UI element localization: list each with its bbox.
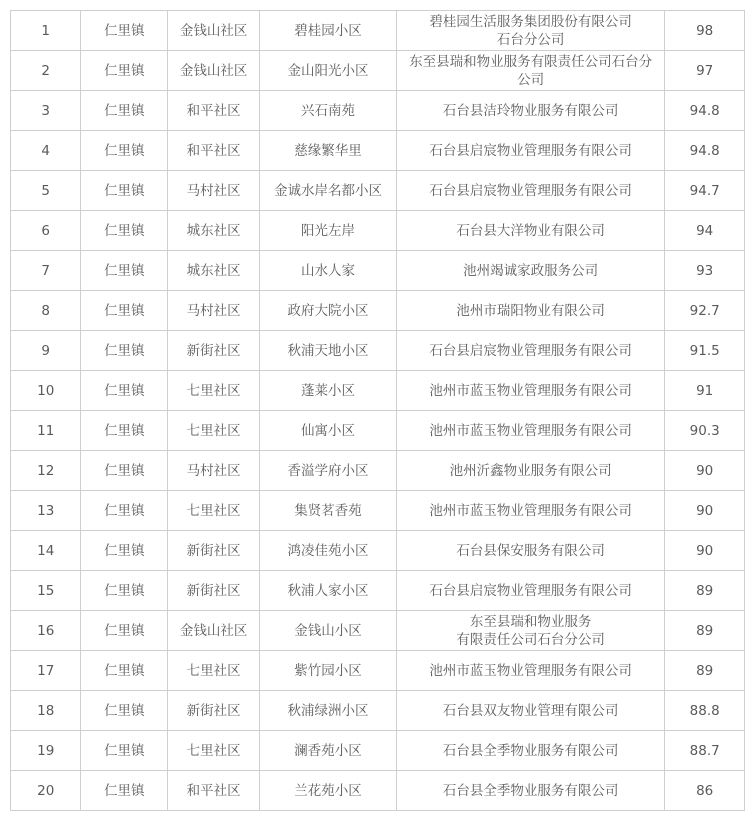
community-cell bbox=[168, 11, 260, 51]
community-cell-text: 马村社区 bbox=[186, 462, 241, 479]
row-number-cell-text: 2 bbox=[41, 62, 51, 79]
estate-cell bbox=[260, 531, 397, 571]
estate-cell bbox=[260, 131, 397, 171]
row-number-cell-text: 5 bbox=[41, 182, 51, 199]
table-row bbox=[11, 291, 745, 331]
community-cell bbox=[168, 51, 260, 91]
row-number-cell-text: 14 bbox=[37, 542, 55, 559]
estate-cell-text: 澜香苑小区 bbox=[294, 742, 362, 759]
table-row bbox=[11, 131, 745, 171]
score-cell-text: 94.8 bbox=[689, 142, 720, 159]
community-cell bbox=[168, 331, 260, 371]
town-cell bbox=[81, 331, 168, 371]
score-cell-text: 97 bbox=[696, 62, 714, 79]
row-number-cell-text: 4 bbox=[41, 142, 51, 159]
row-number-cell-text: 19 bbox=[37, 742, 55, 759]
estate-cell bbox=[260, 731, 397, 771]
row-number-cell-text: 11 bbox=[37, 422, 55, 439]
table-row bbox=[11, 771, 745, 811]
company-cell-text: 池州竭诚家政服务公司 bbox=[463, 262, 599, 279]
table-row bbox=[11, 371, 745, 411]
score-cell-text: 89 bbox=[696, 582, 714, 599]
community-cell bbox=[168, 611, 260, 651]
row-number-cell bbox=[11, 611, 81, 651]
community-cell-text: 和平社区 bbox=[186, 782, 241, 799]
town-cell-text: 仁里镇 bbox=[104, 382, 145, 399]
row-number-cell-text: 3 bbox=[41, 102, 51, 119]
estate-cell bbox=[260, 331, 397, 371]
score-cell-text: 90 bbox=[696, 502, 714, 519]
score-cell bbox=[665, 491, 745, 531]
estate-cell bbox=[260, 11, 397, 51]
estate-cell-text: 政府大院小区 bbox=[287, 302, 369, 319]
community-cell bbox=[168, 691, 260, 731]
company-cell bbox=[396, 131, 664, 171]
company-cell bbox=[396, 531, 664, 571]
row-number-cell bbox=[11, 731, 81, 771]
estate-cell-text: 兴石南苑 bbox=[300, 102, 355, 119]
town-cell bbox=[81, 91, 168, 131]
town-cell bbox=[81, 411, 168, 451]
town-cell bbox=[81, 171, 168, 211]
company-cell bbox=[396, 51, 664, 91]
community-cell bbox=[168, 411, 260, 451]
company-cell-text: 东至县瑞和物业服务 有限责任公司石台分公司 bbox=[456, 613, 605, 648]
estate-cell bbox=[260, 651, 397, 691]
town-cell-text: 仁里镇 bbox=[104, 102, 145, 119]
estate-cell-text: 阳光左岸 bbox=[300, 222, 355, 239]
estate-cell bbox=[260, 251, 397, 291]
table-row bbox=[11, 251, 745, 291]
company-cell-text: 石台县启宸物业管理服务有限公司 bbox=[429, 182, 632, 199]
company-cell bbox=[396, 611, 664, 651]
row-number-cell bbox=[11, 131, 81, 171]
town-cell-text: 仁里镇 bbox=[104, 422, 145, 439]
company-cell bbox=[396, 651, 664, 691]
company-cell-text: 石台县启宸物业管理服务有限公司 bbox=[429, 582, 632, 599]
town-cell bbox=[81, 491, 168, 531]
table-row bbox=[11, 691, 745, 731]
town-cell bbox=[81, 451, 168, 491]
company-cell-text: 东至县瑞和物业服务有限责任公司石台分 公司 bbox=[409, 53, 653, 88]
community-cell-text: 金钱山社区 bbox=[179, 622, 248, 639]
score-cell-text: 91.5 bbox=[689, 342, 720, 359]
row-number-cell bbox=[11, 291, 81, 331]
score-cell bbox=[665, 91, 745, 131]
town-cell-text: 仁里镇 bbox=[104, 62, 145, 79]
row-number-cell bbox=[11, 531, 81, 571]
town-cell-text: 仁里镇 bbox=[104, 702, 145, 719]
community-cell bbox=[168, 131, 260, 171]
town-cell-text: 仁里镇 bbox=[104, 662, 145, 679]
score-cell-text: 94 bbox=[696, 222, 714, 239]
estate-cell bbox=[260, 51, 397, 91]
score-cell-text: 90 bbox=[696, 462, 714, 479]
score-cell-text: 86 bbox=[696, 782, 714, 799]
company-cell-text: 池州市蓝玉物业管理服务有限公司 bbox=[429, 382, 632, 399]
estate-cell bbox=[260, 451, 397, 491]
score-cell-text: 89 bbox=[696, 662, 714, 679]
community-cell bbox=[168, 771, 260, 811]
row-number-cell-text: 15 bbox=[37, 582, 55, 599]
town-cell-text: 仁里镇 bbox=[104, 782, 145, 799]
row-number-cell-text: 8 bbox=[41, 302, 51, 319]
estate-cell bbox=[260, 291, 397, 331]
community-cell-text: 新街社区 bbox=[186, 582, 241, 599]
estate-cell-text: 金钱山小区 bbox=[294, 622, 362, 639]
score-cell bbox=[665, 131, 745, 171]
table-row bbox=[11, 11, 745, 51]
score-cell-text: 88.7 bbox=[689, 742, 720, 759]
estate-cell-text: 碧桂园小区 bbox=[294, 22, 362, 39]
company-cell-text: 池州市蓝玉物业管理服务有限公司 bbox=[429, 502, 632, 519]
community-cell-text: 城东社区 bbox=[186, 222, 241, 239]
company-cell-text: 石台县全季物业服务有限公司 bbox=[442, 782, 619, 799]
company-cell-text: 碧桂园生活服务集团股份有限公司 石台分公司 bbox=[429, 13, 632, 48]
score-cell-text: 90 bbox=[696, 542, 714, 559]
town-cell bbox=[81, 211, 168, 251]
score-cell-text: 88.8 bbox=[689, 702, 720, 719]
estate-cell-text: 香溢学府小区 bbox=[287, 462, 369, 479]
town-cell-text: 仁里镇 bbox=[104, 262, 145, 279]
town-cell-text: 仁里镇 bbox=[104, 542, 145, 559]
company-cell-text: 石台县全季物业服务有限公司 bbox=[442, 742, 619, 759]
community-cell bbox=[168, 211, 260, 251]
company-cell bbox=[396, 171, 664, 211]
estate-cell bbox=[260, 371, 397, 411]
table-row bbox=[11, 171, 745, 211]
row-number-cell bbox=[11, 411, 81, 451]
company-cell bbox=[396, 211, 664, 251]
table-row bbox=[11, 411, 745, 451]
community-cell-text: 七里社区 bbox=[186, 502, 241, 519]
score-cell bbox=[665, 251, 745, 291]
row-number-cell-text: 16 bbox=[37, 622, 55, 639]
company-cell-text: 石台县启宸物业管理服务有限公司 bbox=[429, 342, 632, 359]
table-row bbox=[11, 491, 745, 531]
score-cell bbox=[665, 731, 745, 771]
table-row bbox=[11, 611, 745, 651]
table-row bbox=[11, 331, 745, 371]
community-cell-text: 新街社区 bbox=[186, 542, 241, 559]
score-cell bbox=[665, 571, 745, 611]
company-cell-text: 石台县保安服务有限公司 bbox=[456, 542, 605, 559]
estate-cell bbox=[260, 91, 397, 131]
estate-cell-text: 蓬莱小区 bbox=[300, 382, 355, 399]
table-row bbox=[11, 531, 745, 571]
company-cell bbox=[396, 251, 664, 291]
row-number-cell bbox=[11, 571, 81, 611]
score-cell-text: 93 bbox=[696, 262, 714, 279]
row-number-cell bbox=[11, 91, 81, 131]
company-cell-text: 石台县启宸物业管理服务有限公司 bbox=[429, 142, 632, 159]
town-cell-text: 仁里镇 bbox=[104, 502, 145, 519]
score-cell bbox=[665, 211, 745, 251]
score-cell bbox=[665, 611, 745, 651]
community-cell bbox=[168, 731, 260, 771]
company-cell bbox=[396, 91, 664, 131]
row-number-cell-text: 6 bbox=[41, 222, 51, 239]
table-row bbox=[11, 51, 745, 91]
score-cell bbox=[665, 171, 745, 211]
community-cell-text: 新街社区 bbox=[186, 342, 241, 359]
company-cell bbox=[396, 11, 664, 51]
table-row bbox=[11, 211, 745, 251]
row-number-cell-text: 10 bbox=[37, 382, 55, 399]
score-cell bbox=[665, 651, 745, 691]
row-number-cell bbox=[11, 451, 81, 491]
estate-cell-text: 秋浦天地小区 bbox=[287, 342, 369, 359]
town-cell-text: 仁里镇 bbox=[104, 22, 145, 39]
town-cell bbox=[81, 771, 168, 811]
score-cell-text: 91 bbox=[696, 382, 714, 399]
community-cell bbox=[168, 571, 260, 611]
town-cell-text: 仁里镇 bbox=[104, 582, 145, 599]
table-row bbox=[11, 731, 745, 771]
estate-cell bbox=[260, 571, 397, 611]
estate-cell-text: 仙寓小区 bbox=[300, 422, 355, 439]
table-row bbox=[11, 651, 745, 691]
town-cell bbox=[81, 291, 168, 331]
score-cell-text: 90.3 bbox=[689, 422, 720, 439]
estate-cell-text: 紫竹园小区 bbox=[294, 662, 362, 679]
estate-cell-text: 鸿凌佳苑小区 bbox=[287, 542, 369, 559]
community-cell bbox=[168, 651, 260, 691]
row-number-cell bbox=[11, 171, 81, 211]
row-number-cell-text: 13 bbox=[37, 502, 55, 519]
row-number-cell-text: 17 bbox=[37, 662, 55, 679]
score-cell bbox=[665, 291, 745, 331]
town-cell-text: 仁里镇 bbox=[104, 342, 145, 359]
town-cell-text: 仁里镇 bbox=[104, 622, 145, 639]
estate-cell-text: 慈缘繁华里 bbox=[294, 142, 362, 159]
town-cell bbox=[81, 131, 168, 171]
community-cell bbox=[168, 371, 260, 411]
town-cell bbox=[81, 571, 168, 611]
score-cell-text: 89 bbox=[696, 622, 714, 639]
company-cell bbox=[396, 771, 664, 811]
estate-cell-text: 山水人家 bbox=[300, 262, 355, 279]
town-cell-text: 仁里镇 bbox=[104, 462, 145, 479]
community-cell bbox=[168, 91, 260, 131]
company-cell bbox=[396, 331, 664, 371]
estate-cell-text: 金诚水岸名都小区 bbox=[273, 182, 382, 199]
score-cell-text: 94.8 bbox=[689, 102, 720, 119]
score-cell bbox=[665, 371, 745, 411]
row-number-cell bbox=[11, 211, 81, 251]
community-cell-text: 马村社区 bbox=[186, 302, 241, 319]
community-cell bbox=[168, 451, 260, 491]
company-cell-text: 池州市瑞阳物业有限公司 bbox=[456, 302, 605, 319]
row-number-cell-text: 1 bbox=[41, 22, 51, 39]
town-cell bbox=[81, 651, 168, 691]
community-cell-text: 和平社区 bbox=[186, 102, 241, 119]
community-cell bbox=[168, 531, 260, 571]
estate-cell-text: 金山阳光小区 bbox=[287, 62, 369, 79]
company-cell bbox=[396, 371, 664, 411]
town-cell-text: 仁里镇 bbox=[104, 742, 145, 759]
table-row bbox=[11, 451, 745, 491]
row-number-cell bbox=[11, 251, 81, 291]
score-cell bbox=[665, 331, 745, 371]
community-cell-text: 七里社区 bbox=[186, 382, 241, 399]
row-number-cell bbox=[11, 51, 81, 91]
estate-cell-text: 集贤茗香苑 bbox=[294, 502, 362, 519]
town-cell-text: 仁里镇 bbox=[104, 222, 145, 239]
town-cell bbox=[81, 691, 168, 731]
community-cell-text: 七里社区 bbox=[186, 662, 241, 679]
estate-cell bbox=[260, 771, 397, 811]
estate-cell bbox=[260, 691, 397, 731]
row-number-cell bbox=[11, 331, 81, 371]
community-cell bbox=[168, 291, 260, 331]
score-cell bbox=[665, 51, 745, 91]
score-cell-text: 92.7 bbox=[689, 302, 720, 319]
company-cell-text: 石台县双友物业管理有限公司 bbox=[442, 702, 619, 719]
company-cell bbox=[396, 731, 664, 771]
company-cell bbox=[396, 411, 664, 451]
community-cell-text: 金钱山社区 bbox=[179, 22, 248, 39]
score-cell bbox=[665, 451, 745, 491]
community-cell-text: 七里社区 bbox=[186, 422, 241, 439]
company-cell bbox=[396, 691, 664, 731]
score-cell bbox=[665, 411, 745, 451]
estate-cell-text: 秋浦人家小区 bbox=[287, 582, 369, 599]
row-number-cell bbox=[11, 371, 81, 411]
community-cell-text: 新街社区 bbox=[186, 702, 241, 719]
row-number-cell bbox=[11, 11, 81, 51]
property-score-table bbox=[10, 10, 745, 811]
town-cell bbox=[81, 371, 168, 411]
estate-cell-text: 秋浦绿洲小区 bbox=[287, 702, 369, 719]
community-cell-text: 金钱山社区 bbox=[179, 62, 248, 79]
table-row bbox=[11, 571, 745, 611]
company-cell bbox=[396, 491, 664, 531]
estate-cell bbox=[260, 411, 397, 451]
town-cell bbox=[81, 51, 168, 91]
row-number-cell bbox=[11, 771, 81, 811]
row-number-cell bbox=[11, 691, 81, 731]
row-number-cell-text: 7 bbox=[41, 262, 51, 279]
company-cell-text: 池州市蓝玉物业管理服务有限公司 bbox=[429, 422, 632, 439]
town-cell-text: 仁里镇 bbox=[104, 182, 145, 199]
table-row bbox=[11, 91, 745, 131]
score-cell bbox=[665, 531, 745, 571]
company-cell bbox=[396, 291, 664, 331]
score-cell-text: 98 bbox=[696, 22, 714, 39]
score-cell bbox=[665, 691, 745, 731]
community-cell-text: 马村社区 bbox=[186, 182, 241, 199]
company-cell bbox=[396, 571, 664, 611]
row-number-cell-text: 20 bbox=[37, 782, 55, 799]
estate-cell bbox=[260, 611, 397, 651]
row-number-cell bbox=[11, 651, 81, 691]
community-cell bbox=[168, 251, 260, 291]
score-cell bbox=[665, 11, 745, 51]
row-number-cell bbox=[11, 491, 81, 531]
town-cell-text: 仁里镇 bbox=[104, 142, 145, 159]
company-cell-text: 石台县大洋物业有限公司 bbox=[456, 222, 605, 239]
score-cell bbox=[665, 771, 745, 811]
community-cell-text: 七里社区 bbox=[186, 742, 241, 759]
table-body bbox=[11, 11, 745, 811]
estate-cell bbox=[260, 211, 397, 251]
community-cell bbox=[168, 491, 260, 531]
score-cell-text: 94.7 bbox=[689, 182, 720, 199]
town-cell bbox=[81, 251, 168, 291]
estate-cell-text: 兰花苑小区 bbox=[294, 782, 362, 799]
company-cell-text: 池州沂鑫物业服务有限公司 bbox=[449, 462, 612, 479]
town-cell bbox=[81, 11, 168, 51]
town-cell bbox=[81, 531, 168, 571]
company-cell-text: 石台县洁玲物业服务有限公司 bbox=[442, 102, 619, 119]
company-cell bbox=[396, 451, 664, 491]
estate-cell bbox=[260, 491, 397, 531]
community-cell bbox=[168, 171, 260, 211]
company-cell-text: 池州市蓝玉物业管理服务有限公司 bbox=[429, 662, 632, 679]
row-number-cell-text: 18 bbox=[37, 702, 55, 719]
community-cell-text: 和平社区 bbox=[186, 142, 241, 159]
town-cell bbox=[81, 731, 168, 771]
row-number-cell-text: 9 bbox=[41, 342, 51, 359]
community-cell-text: 城东社区 bbox=[186, 262, 241, 279]
town-cell-text: 仁里镇 bbox=[104, 302, 145, 319]
row-number-cell-text: 12 bbox=[37, 462, 55, 479]
town-cell bbox=[81, 611, 168, 651]
estate-cell bbox=[260, 171, 397, 211]
